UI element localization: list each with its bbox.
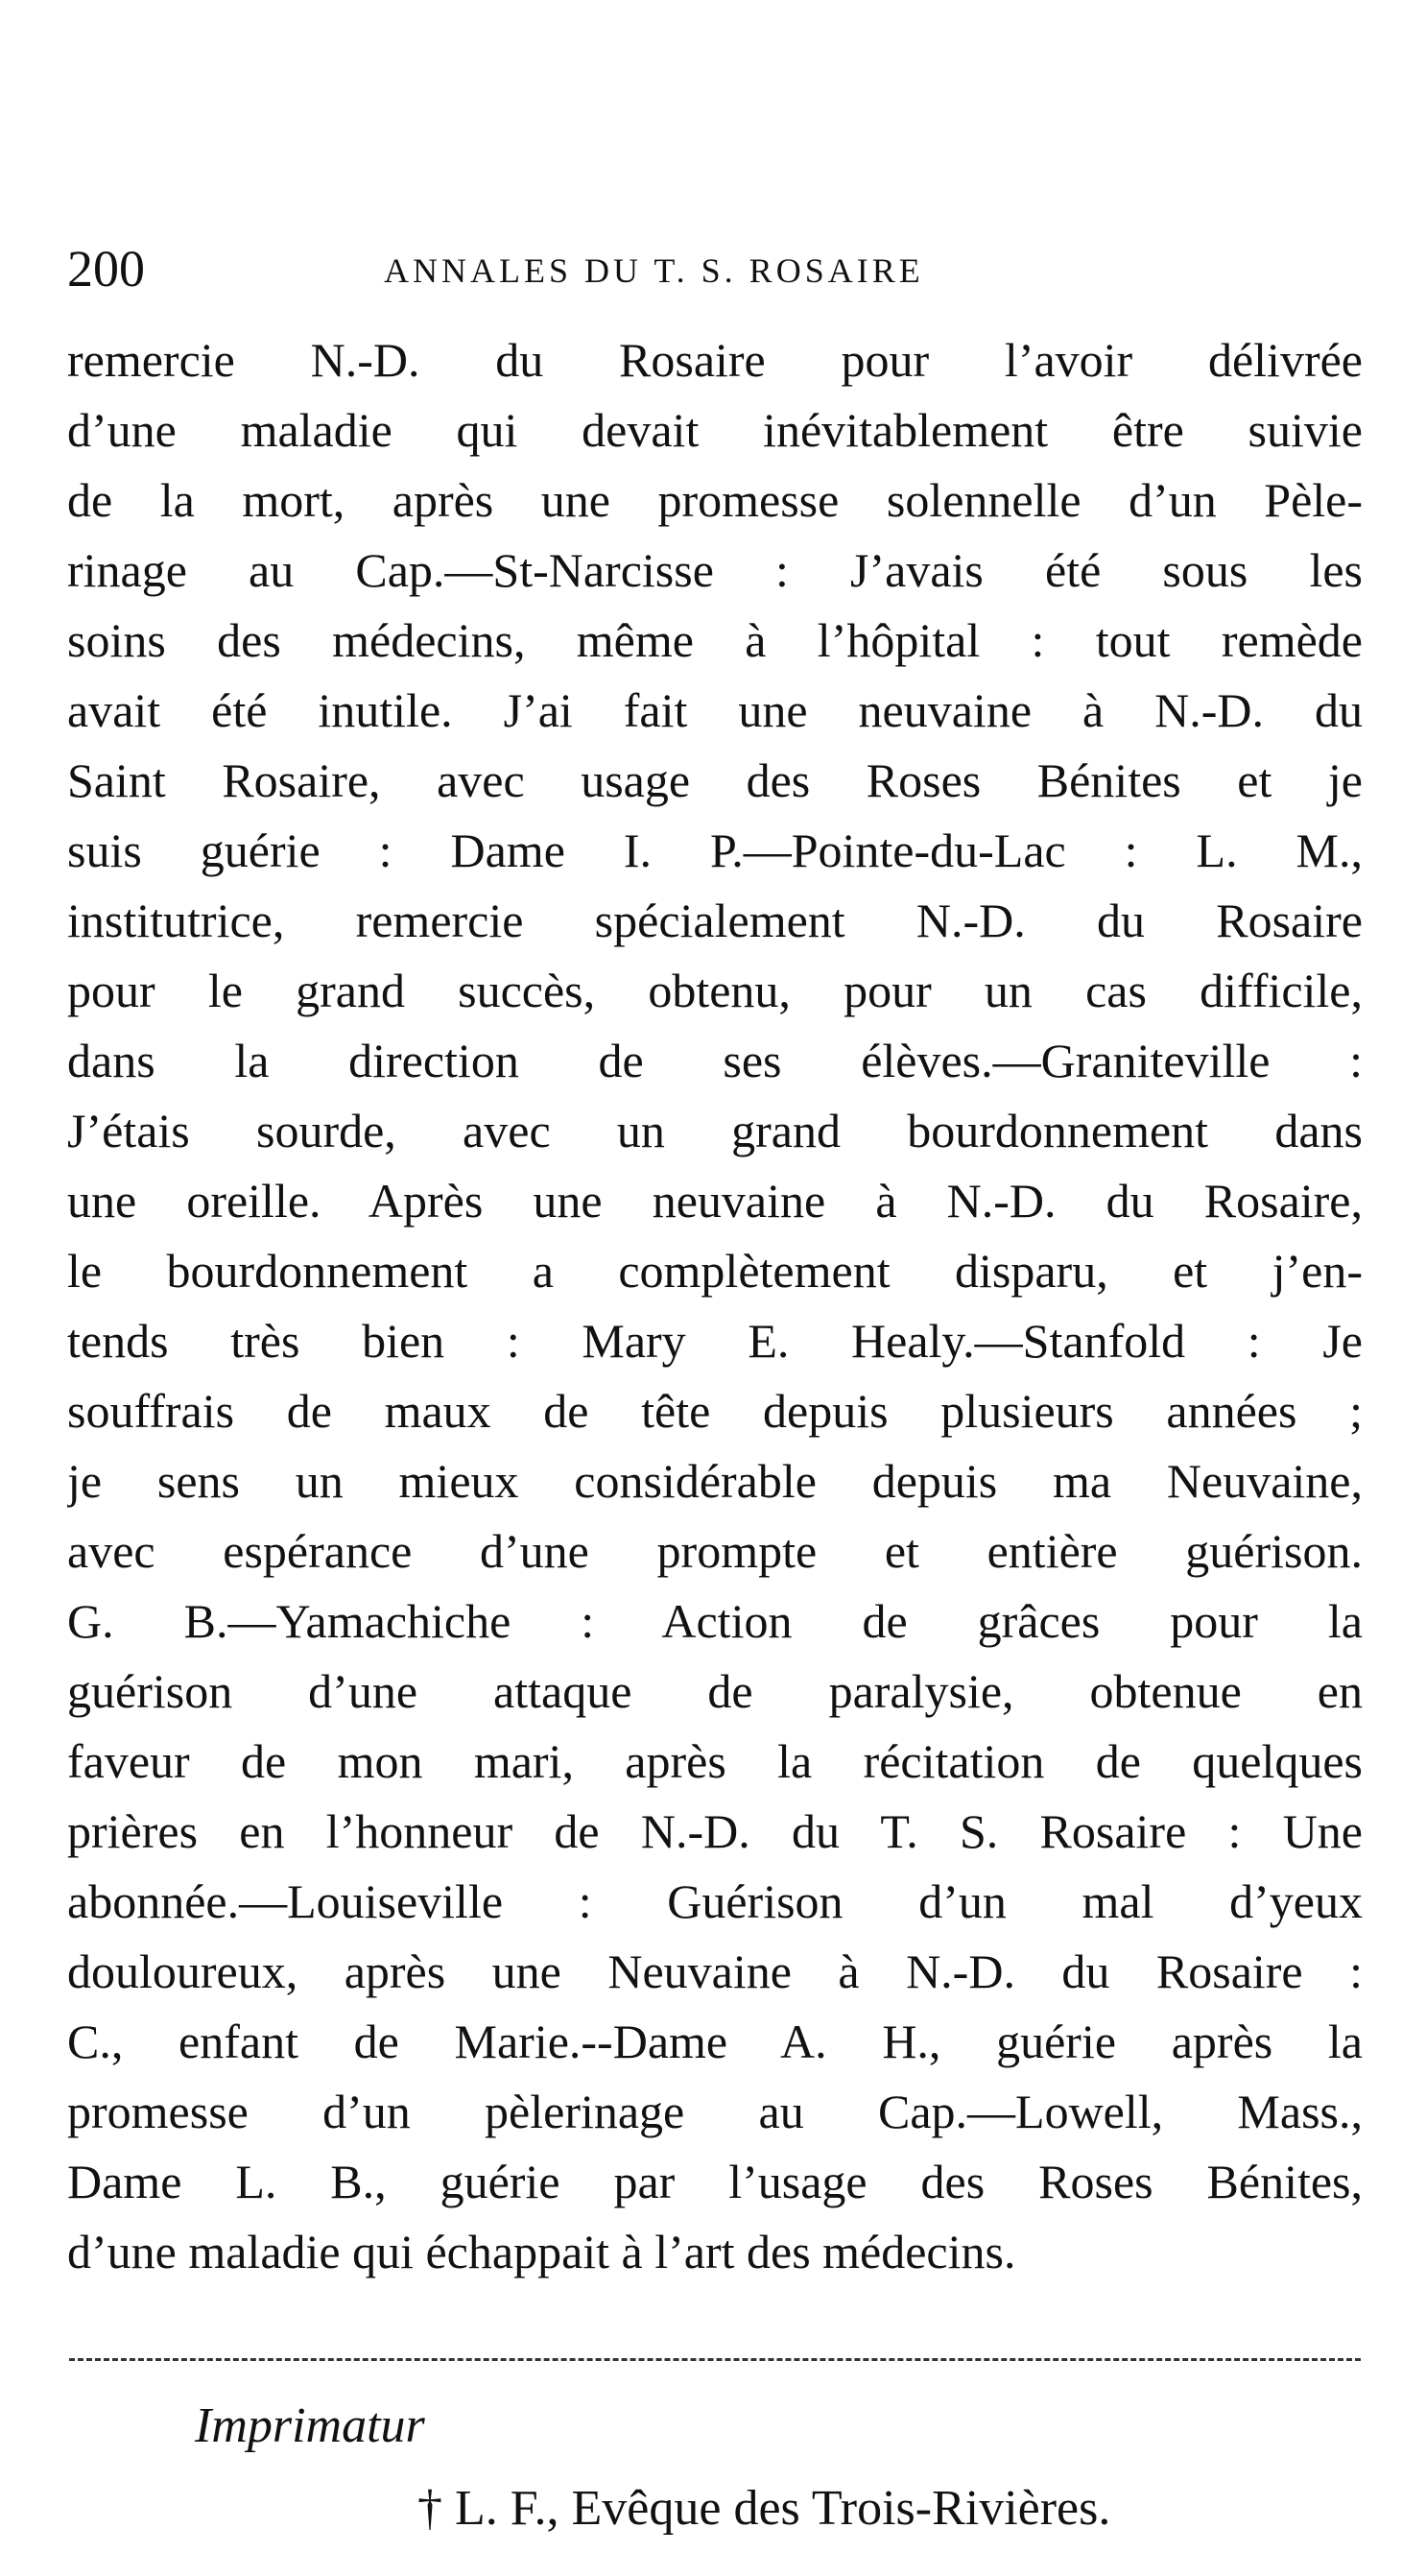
running-title: ANNALES DU T. S. ROSAIRE: [384, 251, 924, 290]
text-line: abonnée.—Louiseville : Guérison d’un mal d’yeux: [67, 1874, 1363, 1928]
text-line: d’une maladie qui devait inévitablement être suivie: [67, 403, 1363, 457]
text-line: dans la direction de ses élèves.—Graniteville :: [67, 1034, 1363, 1087]
text-line: d’une maladie qui échappait à l’art des médecins.: [67, 2225, 1016, 2278]
text-line: souffrais de maux de tête depuis plusieurs années ;: [67, 1384, 1363, 1438]
text-line: faveur de mon mari, après la récitation de quelques: [67, 1734, 1363, 1788]
text-line: pour le grand succès, obtenu, pour un cas difficile,: [67, 964, 1363, 1017]
dashed-divider: [69, 2358, 1361, 2361]
text-line: une oreille. Après une neuvaine à N.-D. du Rosaire,: [67, 1174, 1363, 1228]
text-line: le bourdonnement a complètement disparu, et j’en-: [67, 1244, 1363, 1298]
imprimatur: Imprimatur: [195, 2398, 425, 2453]
text-line: promesse d’un pèlerinage au Cap.—Lowell, Mass.,: [67, 2085, 1363, 2138]
text-line: suis guérie : Dame I. P.—Pointe-du-Lac : L. M.,: [67, 823, 1363, 877]
bishop-signature: † L. F., Evêque des Trois-Rivières.: [417, 2481, 1111, 2536]
text-line: de la mort, après une promesse solennelle d’un Pèle-: [67, 473, 1363, 527]
text-line: avec espérance d’une prompte et entière guérison.: [67, 1524, 1363, 1578]
text-line: avait été inutile. J’ai fait une neuvaine à N.-D. du: [67, 683, 1363, 737]
text-line: Dame L. B., guérie par l’usage des Roses Bénites,: [67, 2155, 1363, 2208]
text-line: Saint Rosaire, avec usage des Roses Bénites et je: [67, 753, 1363, 807]
text-line: rinage au Cap.—St-Narcisse : J’avais été sous les: [67, 543, 1363, 597]
text-line: guérison d’une attaque de paralysie, obtenue en: [67, 1664, 1363, 1718]
text-line: J’étais sourde, avec un grand bourdonnement dans: [67, 1104, 1363, 1157]
text-line: douloureux, après une Neuvaine à N.-D. du Rosaire :: [67, 1944, 1363, 1998]
text-line: C., enfant de Marie.--Dame A. H., guérie après la: [67, 2015, 1363, 2068]
text-line: G. B.—Yamachiche : Action de grâces pour la: [67, 1594, 1363, 1648]
text-line: je sens un mieux considérable depuis ma Neuvaine,: [67, 1454, 1363, 1508]
text-line: tends très bien : Mary E. Healy.—Stanfold : Je: [67, 1314, 1363, 1368]
text-line: prières en l’honneur de N.-D. du T. S. Rosaire : Une: [67, 1804, 1363, 1858]
text-line: remercie N.-D. du Rosaire pour l’avoir délivrée: [67, 333, 1363, 387]
running-header: [67, 240, 1363, 307]
page-number: 200: [67, 240, 145, 298]
text-line: soins des médecins, même à l’hôpital : tout remède: [67, 613, 1363, 667]
text-line: institutrice, remercie spécialement N.-D. du Rosaire: [67, 894, 1363, 947]
